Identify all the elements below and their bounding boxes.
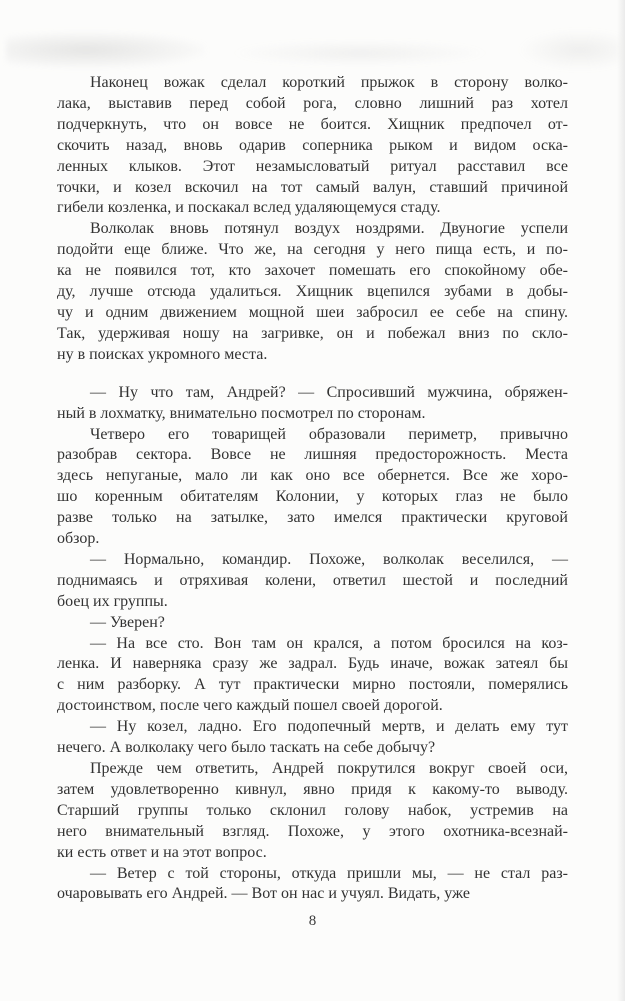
text-line: подойти еще ближе. Что же, на сегодня у него пища есть, и по-: [57, 241, 568, 259]
text-line: Старший группы только склонил голову набок, устремив на: [57, 801, 568, 819]
text-line: обзор.: [57, 530, 100, 548]
text-line: нечего. А волколаку чего было таскать на себе добычу?: [57, 739, 436, 757]
text-line: — Ну что там, Андрей? — Спросивший мужчина, обряжен-: [90, 383, 568, 401]
paragraph: [57, 383, 568, 425]
text-line: Волколак вновь потянул воздух ноздрями. Двуногие успели: [90, 220, 568, 238]
page-number: 8: [308, 913, 317, 929]
scan-artifact: [6, 32, 206, 68]
text-line: разве только на затылке, зато имелся практически круговой: [57, 509, 568, 527]
text-line: ну в поисках укромного места.: [57, 345, 268, 363]
text-line: — На все сто. Вон там он крался, а потом бросился на коз-: [90, 634, 568, 652]
text-line: разобрав сектора. Вовсе не лишняя предосторожность. Места: [57, 446, 568, 464]
text-line: достоинством, после чего каждый пошел своей дорогой.: [57, 697, 443, 715]
scan-artifact: [230, 40, 490, 66]
text-line: ки есть ответ и на этот вопрос.: [57, 843, 267, 861]
text-line: поднимаясь и отряхивая колени, ответил шестой и последний: [57, 571, 568, 589]
text-line: с ним разборку. А тут практически мирно постояли, померялись: [57, 676, 568, 694]
text-line: боец их группы.: [57, 592, 168, 610]
text-line: — Ну козел, ладно. Его подопечный мертв, и делать ему тут: [90, 718, 568, 736]
text-line: ный в лохматку, внимательно посмотрел по сторонам.: [57, 404, 426, 422]
text-line: лака, выставив перед собой рога, словно лишний раз хотел: [57, 94, 568, 112]
paragraph: [57, 717, 568, 759]
text-line: затем удовлетворенно кивнул, явно придя к какому-то выводу.: [57, 780, 568, 798]
scan-edge-shade: [617, 0, 625, 1001]
paragraph: [57, 864, 568, 906]
text-line: Так, удерживая ношу на загривке, он и побежал вниз по скло-: [57, 324, 568, 342]
text-line: — Нормально, командир. Похоже, волколак веселился, —: [90, 550, 568, 568]
text-line: него внимательный взгляд. Похоже, у этого охотника-всезнай-: [57, 822, 568, 840]
text-line: Наконец вожак сделал короткий прыжок в сторону волко-: [90, 74, 568, 91]
text-line: скочить назад, вновь одарив соперника рыком и видом оска-: [57, 136, 568, 154]
paragraph: [57, 634, 568, 718]
text-line: ду, лучше отсюда удалиться. Хищник вцепился зубами в добы-: [57, 283, 568, 301]
text-line: ленных клыков. Этот незамысловатый ритуал расставил все: [57, 157, 568, 175]
text-line: очаровывать его Андрей. — Вот он нас и учуял. Видать, уже: [57, 885, 470, 903]
text-line: точки, и козел вскочил на тот самый валун, ставший причиной: [57, 178, 568, 196]
paragraph: [57, 73, 568, 219]
text-line: подчеркнуть, что он вовсе не боится. Хищник предпочел от-: [57, 115, 568, 133]
paragraph: [57, 425, 568, 550]
text-line: ка не появился тот, кто захочет помешать его спокойному обе-: [57, 262, 568, 280]
page-text: [57, 73, 568, 905]
paragraph: [57, 613, 568, 634]
text-line: чу и одним движением мощной шеи забросил ее себе на спину.: [57, 303, 568, 321]
text-line: гибели козленка, и поскакал вслед удаляющемуся стаду.: [57, 199, 441, 217]
paragraph: [57, 759, 568, 864]
scan-artifact: [520, 30, 620, 70]
text-line: Четверо его товарищей образовали периметр, привычно: [90, 425, 568, 443]
text-line: шо коренным обитателям Колонии, у которых глаз не было: [57, 488, 568, 506]
text-line: Прежде чем ответить, Андрей покрутился вокруг своей оси,: [90, 760, 568, 777]
paragraph: [57, 550, 568, 613]
text-line: ленка. И наверняка сразу же задрал. Будь иначе, вожак затеял бы: [57, 655, 568, 673]
paragraph: [57, 219, 568, 365]
text-line: здесь непуганые, мало ли как оно все обернется. Все же хоро-: [57, 467, 568, 485]
text-line: — Уверен?: [90, 613, 165, 631]
text-line: — Ветер с той стороны, откуда пришли мы, — не стал раз-: [90, 864, 568, 882]
